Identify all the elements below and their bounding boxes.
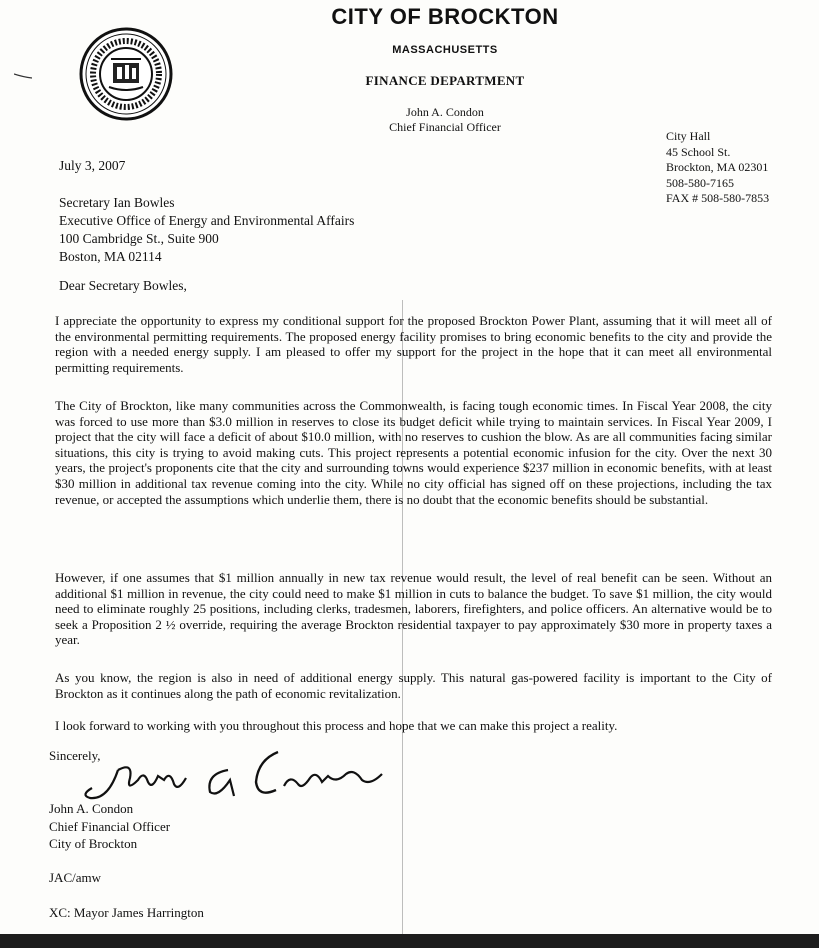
recipient-street: 100 Cambridge St., Suite 900 — [59, 231, 219, 246]
scan-edge — [0, 934, 819, 948]
body-paragraph-2: The City of Brockton, like many communities across the Commonwealth, is facing tough economic times. In Fiscal Year 2008, the city was forced to use more than $3.0 million in reserves to close its budget deficit while trying to maintain services. In Fiscal Year 2009, I project that the city will face a deficit of about $10.0 million, with no reserves to cushion the blow. As are all communities facing similar situations, this city is trying to avoid making cuts. This project represents a potential economic infusion for the city. Over the next 30 years, the project's proponents cite that the city and surrounding towns would experience $237 million in economic benefits, with at least $30 million in additional tax revenue coming into the city. While no city official has signed off on these projections, including the tax revenue, or accepted the assumptions which underlie them, there is no doubt that the economic benefits should be substantial. — [55, 398, 772, 507]
state-name: MASSACHUSETTS — [392, 44, 498, 56]
signer-name: John A. Condon — [49, 801, 134, 816]
typist-initials: JAC/amw — [49, 870, 101, 885]
officer-name: John A. Condon — [406, 105, 484, 119]
signer-title: Chief Financial Officer — [49, 818, 171, 834]
body-paragraph-4: As you know, the region is also in need of additional energy supply. This natural gas-powered facility is important to the City of Brockton as it continues along the path of economic revitalization. — [55, 670, 772, 701]
signature-block — [49, 800, 170, 853]
recipient-city: Boston, MA 02114 — [59, 249, 162, 264]
body-paragraph-5: I look forward to working with you throughout this process and hope that we can make this project a reality. — [55, 718, 618, 733]
salutation: Dear Secretary Bowles, — [59, 278, 187, 293]
city-seal — [79, 27, 173, 121]
address-line: 45 School St. — [666, 144, 731, 159]
department-name: FINANCE DEPARTMENT — [365, 73, 525, 88]
address-line: City Hall — [666, 129, 711, 143]
fax-number: FAX # 508-580-7853 — [666, 191, 770, 205]
body-paragraph-1: I appreciate the opportunity to express my conditional support for the proposed Brockton Power Plant, assuming that it will meet all of the environmental permitting requirements. The proposed energy facility promises to bring economic benefits to the city and provide the region with a needed energy supply. I am pleased to offer my support for the project in the hope that it can meet all environmental permitting requirements. — [55, 313, 772, 375]
letterhead-officer — [300, 105, 590, 135]
signer-org: City of Brockton — [49, 836, 138, 851]
scan-mark — [14, 66, 32, 72]
body-paragraph-3: However, if one assumes that $1 million annually in new tax revenue would result, the level of real benefit can be seen. Without an additional $1 million in revenue, the city could need to make $1 million in cuts to balance the budget. To save $1 million, the city would need to eliminate roughly 25 positions, including clerks, tradesmen, laborers, firefighters, and police officers. An alternative would be to seek a Proposition 2 ½ override, requiring the average Brockton residential taxpayer to pay approximately $30 more in property taxes a year. — [55, 570, 772, 648]
officer-title: Chief Financial Officer — [389, 120, 501, 134]
carbon-copy: XC: Mayor James Harrington — [49, 905, 204, 920]
closing: Sincerely, — [49, 748, 101, 763]
recipient-address — [59, 194, 354, 266]
letter-date: July 3, 2007 — [59, 158, 126, 173]
recipient-office: Executive Office of Energy and Environmental Affairs — [59, 213, 355, 228]
address-line: Brockton, MA 02301 — [666, 160, 769, 174]
page-fold-line — [402, 300, 403, 940]
city-name: CITY OF BROCKTON — [331, 4, 559, 29]
phone-number: 508-580-7165 — [666, 175, 734, 190]
sender-address — [666, 129, 769, 207]
recipient-name: Secretary Ian Bowles — [59, 195, 175, 210]
